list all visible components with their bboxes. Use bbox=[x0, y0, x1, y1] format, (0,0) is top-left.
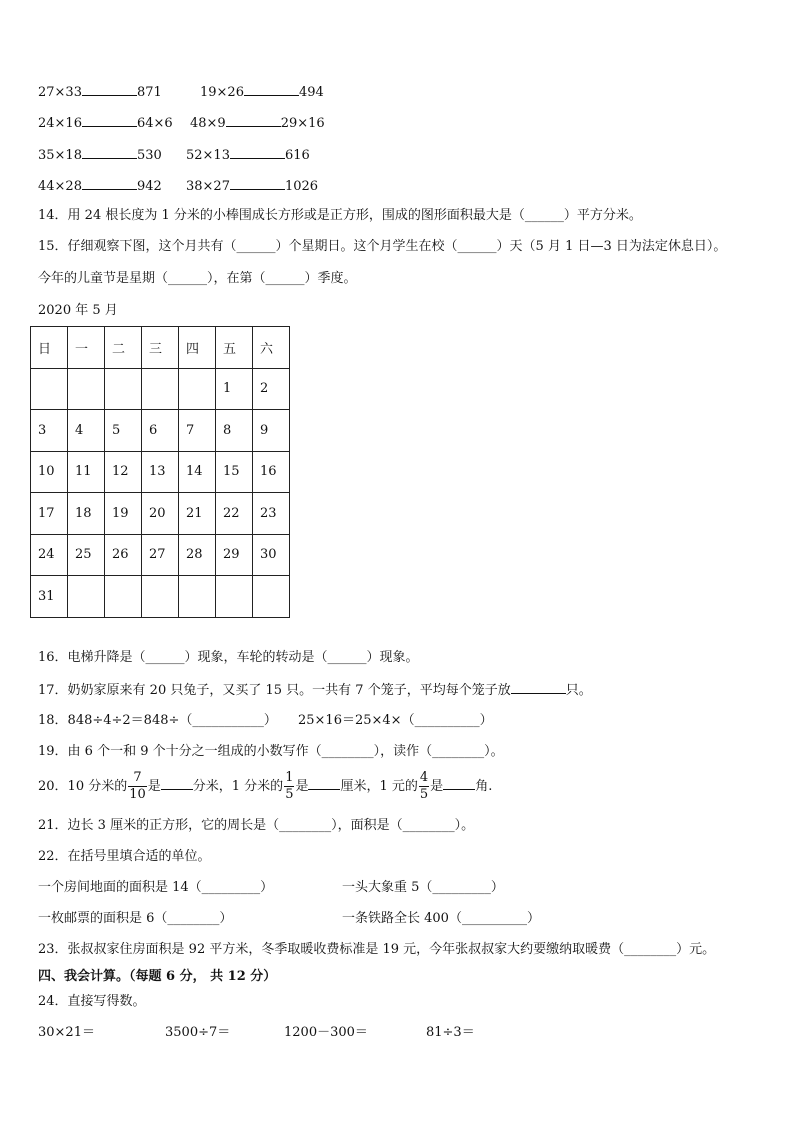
day-cell: 14 bbox=[179, 451, 216, 493]
expr: 494 bbox=[298, 85, 324, 100]
calendar-week-row bbox=[31, 534, 290, 576]
calendar-week-row bbox=[31, 493, 290, 535]
day-cell: 8 bbox=[216, 410, 253, 452]
day-cell: 27 bbox=[142, 534, 179, 576]
answer-blank[interactable] bbox=[308, 776, 340, 790]
day-cell bbox=[105, 368, 142, 410]
question-20-text: 分米，1 分米的 bbox=[192, 779, 284, 794]
fraction-numerator: 1 bbox=[285, 770, 294, 785]
answer-blank[interactable] bbox=[82, 82, 137, 96]
comparison-row-4 bbox=[38, 176, 162, 196]
day-cell: 6 bbox=[142, 410, 179, 452]
question-15: 15．仔细观察下图，这个月共有（______）个星期日。这个月学生在校（______）天（5 月 1 日—3 日为法定休息日）。 bbox=[38, 239, 727, 254]
expr: 530 bbox=[136, 148, 162, 163]
answer-blank[interactable] bbox=[82, 176, 137, 190]
question-20-text: 是 bbox=[295, 779, 309, 794]
day-cell: 25 bbox=[68, 534, 105, 576]
question-22: 22．在括号里填合适的单位。 bbox=[38, 849, 211, 864]
day-cell: 13 bbox=[142, 451, 179, 493]
day-cell: 31 bbox=[31, 576, 68, 618]
question-17 bbox=[38, 680, 592, 700]
day-cell: 22 bbox=[216, 493, 253, 535]
weekday-cell: 二 bbox=[105, 327, 142, 369]
comparison-row-2b bbox=[190, 113, 325, 133]
question-20-text: 20．10 分米的 bbox=[38, 779, 128, 794]
answer-blank[interactable] bbox=[230, 145, 285, 159]
fraction bbox=[284, 770, 294, 803]
calc-item: 81÷3＝ bbox=[426, 1025, 475, 1040]
fraction-denominator: 5 bbox=[419, 787, 429, 802]
question-18-part2: 25×16＝25×4×（__________） bbox=[298, 713, 493, 728]
day-cell: 24 bbox=[31, 534, 68, 576]
day-cell bbox=[68, 368, 105, 410]
answer-blank[interactable] bbox=[226, 113, 281, 127]
question-20-text: 角. bbox=[475, 779, 493, 794]
day-cell: 12 bbox=[105, 451, 142, 493]
day-cell bbox=[216, 576, 253, 618]
day-cell: 19 bbox=[105, 493, 142, 535]
question-21: 21．边长 3 厘米的正方形，它的周长是（________），面积是（________）。 bbox=[38, 818, 475, 833]
day-cell: 15 bbox=[216, 451, 253, 493]
question-19: 19．由 6 个一和 9 个十分之一组成的小数写作（________），读作（________）。 bbox=[38, 744, 504, 759]
weekday-cell: 日 bbox=[31, 327, 68, 369]
day-cell: 17 bbox=[31, 493, 68, 535]
question-20 bbox=[38, 770, 492, 804]
day-cell bbox=[68, 576, 105, 618]
question-22-item: 一枚邮票的面积是 6（________） bbox=[38, 911, 233, 926]
answer-blank[interactable] bbox=[511, 680, 566, 694]
section-heading: 四、我会计算。（每题 6 分， 共 12 分） bbox=[38, 969, 277, 984]
expr: 871 bbox=[136, 85, 162, 100]
day-cell: 5 bbox=[105, 410, 142, 452]
fraction bbox=[128, 770, 147, 803]
day-cell: 30 bbox=[253, 534, 290, 576]
day-cell: 9 bbox=[253, 410, 290, 452]
day-cell bbox=[179, 576, 216, 618]
expr: 1026 bbox=[284, 179, 319, 194]
answer-blank[interactable] bbox=[82, 113, 137, 127]
expr: 942 bbox=[136, 179, 162, 194]
expr: 24×16 bbox=[38, 116, 82, 131]
day-cell: 10 bbox=[31, 451, 68, 493]
day-cell bbox=[142, 576, 179, 618]
fraction-denominator: 10 bbox=[129, 787, 146, 802]
calendar-header-row bbox=[31, 327, 290, 369]
expr: 19×26 bbox=[200, 85, 244, 100]
question-22-item: 一个房间地面的面积是 14（_________） bbox=[38, 880, 274, 895]
weekday-cell: 六 bbox=[253, 327, 290, 369]
day-cell: 1 bbox=[216, 368, 253, 410]
weekday-cell: 三 bbox=[142, 327, 179, 369]
question-20-text: 是 bbox=[147, 779, 161, 794]
comparison-row-3b bbox=[186, 145, 310, 165]
answer-blank[interactable] bbox=[244, 82, 299, 96]
day-cell: 2 bbox=[253, 368, 290, 410]
day-cell: 20 bbox=[142, 493, 179, 535]
calendar-title: 2020 年 5 月 bbox=[38, 303, 118, 318]
weekday-cell: 四 bbox=[179, 327, 216, 369]
fraction-numerator: 7 bbox=[128, 770, 147, 787]
day-cell: 4 bbox=[68, 410, 105, 452]
day-cell bbox=[253, 576, 290, 618]
calendar-table bbox=[30, 326, 290, 618]
expr: 38×27 bbox=[186, 179, 230, 194]
calc-item: 3500÷7＝ bbox=[165, 1025, 231, 1040]
calc-item: 30×21＝ bbox=[38, 1025, 95, 1040]
day-cell: 7 bbox=[179, 410, 216, 452]
day-cell bbox=[31, 368, 68, 410]
question-16: 16．电梯升降是（______）现象，车轮的转动是（______）现象。 bbox=[38, 650, 419, 665]
question-23: 23．张叔叔家住房面积是 92 平方米，冬季取暖收费标准是 19 元，今年张叔叔家大约要缴纳取暖费（________）元。 bbox=[38, 942, 716, 957]
calc-item: 1200－300＝ bbox=[284, 1025, 368, 1040]
question-18: 18．848÷4÷2＝848÷（___________） bbox=[38, 713, 277, 728]
day-cell: 28 bbox=[179, 534, 216, 576]
fraction-numerator: 4 bbox=[419, 770, 429, 785]
day-cell bbox=[105, 576, 142, 618]
weekday-cell: 一 bbox=[68, 327, 105, 369]
calendar-week-row bbox=[31, 368, 290, 410]
question-17-text: 17．奶奶家原来有 20 只兔子，又买了 15 只。一共有 7 个笼子，平均每个笼子放 bbox=[38, 683, 511, 698]
expr: 52×13 bbox=[186, 148, 230, 163]
question-22-item: 一条铁路全长 400（__________） bbox=[342, 911, 540, 926]
day-cell: 3 bbox=[31, 410, 68, 452]
comparison-row-3 bbox=[38, 145, 162, 165]
day-cell: 29 bbox=[216, 534, 253, 576]
question-24: 24．直接写得数。 bbox=[38, 994, 146, 1009]
fraction bbox=[419, 770, 429, 803]
question-22-item: 一头大象重 5（_________） bbox=[342, 880, 504, 895]
answer-blank[interactable] bbox=[161, 776, 193, 790]
day-cell: 21 bbox=[179, 493, 216, 535]
day-cell bbox=[142, 368, 179, 410]
answer-blank[interactable] bbox=[443, 776, 475, 790]
question-14: 14．用 24 根长度为 1 分米的小棒围成长方形或是正方形，围成的图形面积最大是（______）平方分米。 bbox=[38, 208, 642, 223]
day-cell: 16 bbox=[253, 451, 290, 493]
expr: 64×6 bbox=[136, 116, 173, 131]
day-cell: 23 bbox=[253, 493, 290, 535]
comparison-row-2 bbox=[38, 113, 173, 133]
day-cell: 26 bbox=[105, 534, 142, 576]
answer-blank[interactable] bbox=[230, 176, 285, 190]
expr: 27×33 bbox=[38, 85, 82, 100]
comparison-row-1 bbox=[38, 82, 162, 102]
question-20-text: 是 bbox=[430, 779, 444, 794]
expr: 44×28 bbox=[38, 179, 82, 194]
expr: 35×18 bbox=[38, 148, 82, 163]
expr: 616 bbox=[284, 148, 310, 163]
comparison-row-4b bbox=[186, 176, 318, 196]
day-cell: 11 bbox=[68, 451, 105, 493]
expr: 48×9 bbox=[190, 116, 226, 131]
fraction-denominator: 5 bbox=[285, 787, 294, 802]
comparison-row-1b bbox=[200, 82, 324, 102]
calendar-week-row bbox=[31, 576, 290, 618]
calendar-week-row bbox=[31, 410, 290, 452]
day-cell bbox=[179, 368, 216, 410]
calendar-week-row bbox=[31, 451, 290, 493]
weekday-cell: 五 bbox=[216, 327, 253, 369]
expr: 29×16 bbox=[280, 116, 325, 131]
day-cell: 18 bbox=[68, 493, 105, 535]
answer-blank[interactable] bbox=[82, 145, 137, 159]
question-15-line2: 今年的儿童节是星期（______），在第（______）季度。 bbox=[38, 271, 357, 286]
question-20-text: 厘米，1 元的 bbox=[340, 779, 418, 794]
question-17-unit: 只。 bbox=[565, 683, 592, 698]
